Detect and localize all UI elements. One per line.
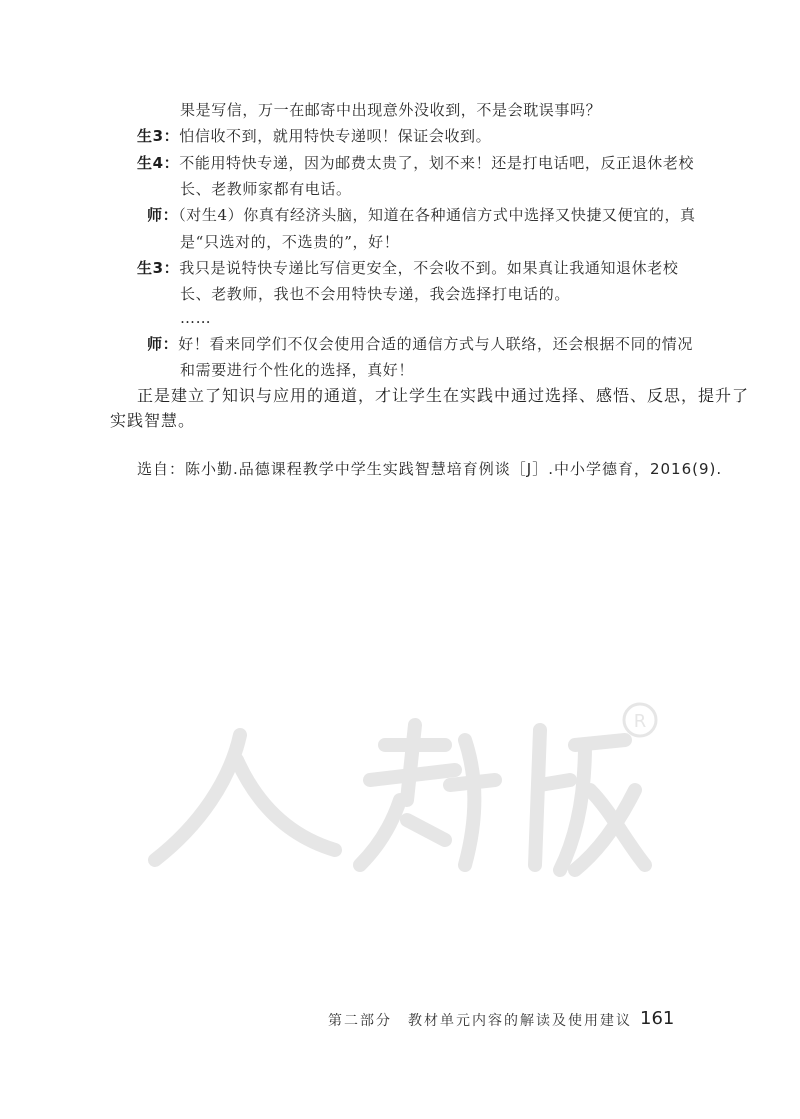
dialogue-line [137, 152, 694, 174]
dialogue-line [137, 257, 678, 279]
speaker-label: 师： [147, 206, 179, 224]
dialogue-text: 是“只选对的，不选贵的”，好！ [180, 233, 400, 251]
source-citation: 选自：陈小勤.品德课程教学中学生实践智慧培育例谈［J］.中小学德育，2016(9). [137, 460, 723, 478]
footer-section-title: 第二部分 教材单元内容的解读及使用建议 [328, 1013, 632, 1029]
speaker-label: 生3： [137, 259, 180, 277]
dialogue-text: 我只是说特快专递比写信更安全，不会收不到。如果真让我通知退休老校 [179, 259, 679, 277]
dialogue-line [180, 231, 399, 253]
dialogue-text: 不能用特快专递，因为邮费太贵了，划不来！还是打电话吧，反正退休老校 [179, 154, 695, 172]
dialogue-text: 果是写信，万一在邮寄中出现意外没收到，不是会耽误事吗？ [180, 101, 602, 119]
dialogue-text: 长、老教师，我也不会用特快专递，我会选择打电话的。 [180, 285, 571, 303]
page-number: 161 [640, 1008, 675, 1029]
dialogue-line [180, 283, 570, 305]
dialogue-line [137, 125, 491, 147]
speaker-label: 生4： [137, 154, 180, 172]
page-footer [0, 1008, 800, 1032]
dialogue-line [180, 178, 352, 200]
dialogue-line [147, 204, 696, 226]
speaker-label: 生3： [137, 127, 180, 145]
publisher-watermark [145, 690, 675, 890]
dialogue-text: （对生4）你真有经济头脑，知道在各种通信方式中选择又快捷又便宜的，真 [178, 206, 696, 224]
dialogue-text: 和需要进行个性化的选择，真好！ [180, 361, 415, 379]
dialogue-line [180, 359, 414, 381]
svg-text:R: R [633, 711, 647, 732]
dialogue-line [147, 333, 693, 355]
conclusion-line: 实践智慧。 [110, 411, 196, 430]
dialogue-text: 长、老教师家都有电话。 [180, 180, 352, 198]
dialogue-text: …… [180, 309, 212, 327]
dialogue-ellipsis [180, 307, 211, 329]
dialogue-line [180, 99, 601, 121]
conclusion-line: 正是建立了知识与应用的通道，才让学生在实践中通过选择、感悟、反思，提升了 [137, 386, 750, 405]
dialogue-text: 怕信收不到，就用特快专递呗！保证会收到。 [179, 127, 492, 145]
dialogue-text: 好！看来同学们不仅会使用合适的通信方式与人联络，还会根据不同的情况 [178, 335, 694, 353]
speaker-label: 师： [147, 335, 179, 353]
